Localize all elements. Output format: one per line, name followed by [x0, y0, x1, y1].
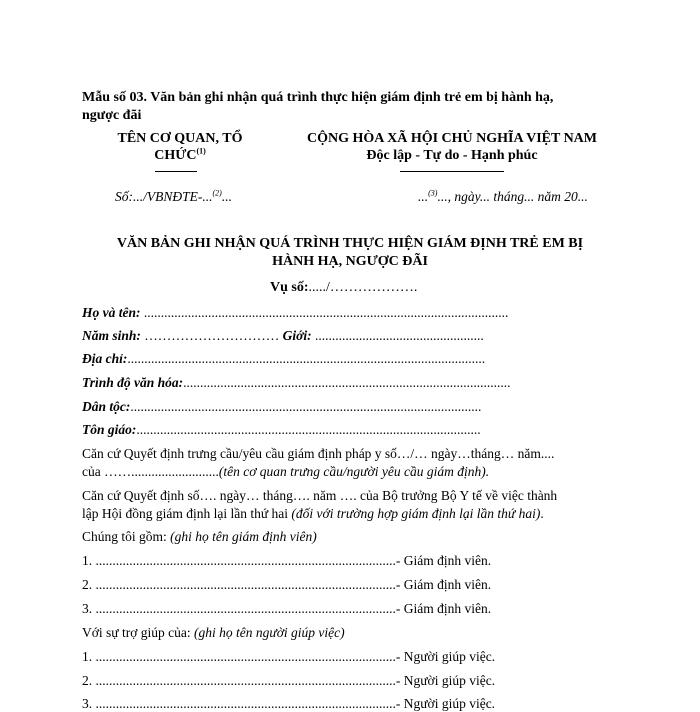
paragraph-request-line1: Căn cứ Quyết định trưng cầu/yêu cầu giám định pháp y số…/… ngày…tháng… năm....	[82, 446, 555, 461]
document-title-line1: VĂN BẢN GHI NHẬN QUÁ TRÌNH THỰC HIỆN GIÁM ĐỊNH TRẺ EM BỊ	[116, 236, 584, 251]
document-date: ...$^{(3)}$..., ngày... tháng... năm 20...	[418, 188, 588, 204]
assistants-intro: Với sự trợ giúp của: (ghi họ tên người giúp việc)	[82, 625, 345, 640]
agency-name-line2: CHỨC$^{(1)}$	[154, 146, 206, 163]
document-title-line2: HÀNH HẠ, NGƯỢC ĐÃI	[272, 254, 428, 269]
assistant-row-3: 3. .........................................................................................- Người giúp việc.	[82, 696, 496, 711]
form-title-line1: Mẫu số 03. Văn bản ghi nhận quá trình thực hiện giám định trẻ em bị hành hạ,	[82, 90, 554, 105]
examiner-row-1: 1. .........................................................................................- Giám định viên.	[82, 553, 492, 568]
document-number: Số:.../VBNĐTE-...$^{(2)}$...	[115, 188, 232, 204]
examiners-intro: Chúng tôi gồm: (ghi họ tên giám định viên)	[82, 529, 317, 544]
national-motto: Độc lập - Tự do - Hạnh phúc	[366, 148, 538, 163]
paragraph-request-line2: của ……..........................(tên cơ quan trưng cầu/người yêu cầu giám định).	[82, 464, 490, 479]
field-full-name: Họ và tên: ............................................................................................................	[82, 305, 509, 320]
field-birth-year-gender: Năm sinh: ………………………… Giới: ..................................................	[82, 328, 484, 343]
agency-name-line1: TÊN CƠ QUAN, TỔ	[117, 131, 243, 146]
examiner-row-3: 3. .........................................................................................- Giám định viên.	[82, 601, 492, 616]
paragraph-council-line2: lập Hội đồng giám định lại lần thứ hai (đối với trường hợp giám định lại lần thứ hai).	[82, 506, 544, 521]
field-education: Trình độ văn hóa:.................................................................................................	[82, 375, 511, 390]
motto-separator	[400, 171, 504, 172]
agency-separator	[155, 171, 197, 172]
assistant-row-2: 2. .........................................................................................- Người giúp việc.	[82, 673, 496, 688]
field-ethnicity: Dân tộc:........................................................................................................	[82, 399, 482, 414]
field-religion: Tôn giáo:......................................................................................................	[82, 422, 481, 437]
paragraph-council-line1: Căn cứ Quyết định số…. ngày… tháng…. năm …. của Bộ trưởng Bộ Y tế về việc thành	[82, 488, 558, 503]
country-name: CỘNG HÒA XÃ HỘI CHỦ NGHĨA VIỆT NAM	[306, 131, 597, 146]
assistant-row-1: 1. .........................................................................................- Người giúp việc.	[82, 649, 496, 664]
field-address: Địa chỉ:..........................................................................................................	[82, 351, 486, 366]
form-title-line2: ngược đãi	[82, 108, 142, 123]
case-number: Vụ số:...../……………….	[270, 280, 418, 295]
examiner-row-2: 2. .........................................................................................- Giám định viên.	[82, 577, 492, 592]
